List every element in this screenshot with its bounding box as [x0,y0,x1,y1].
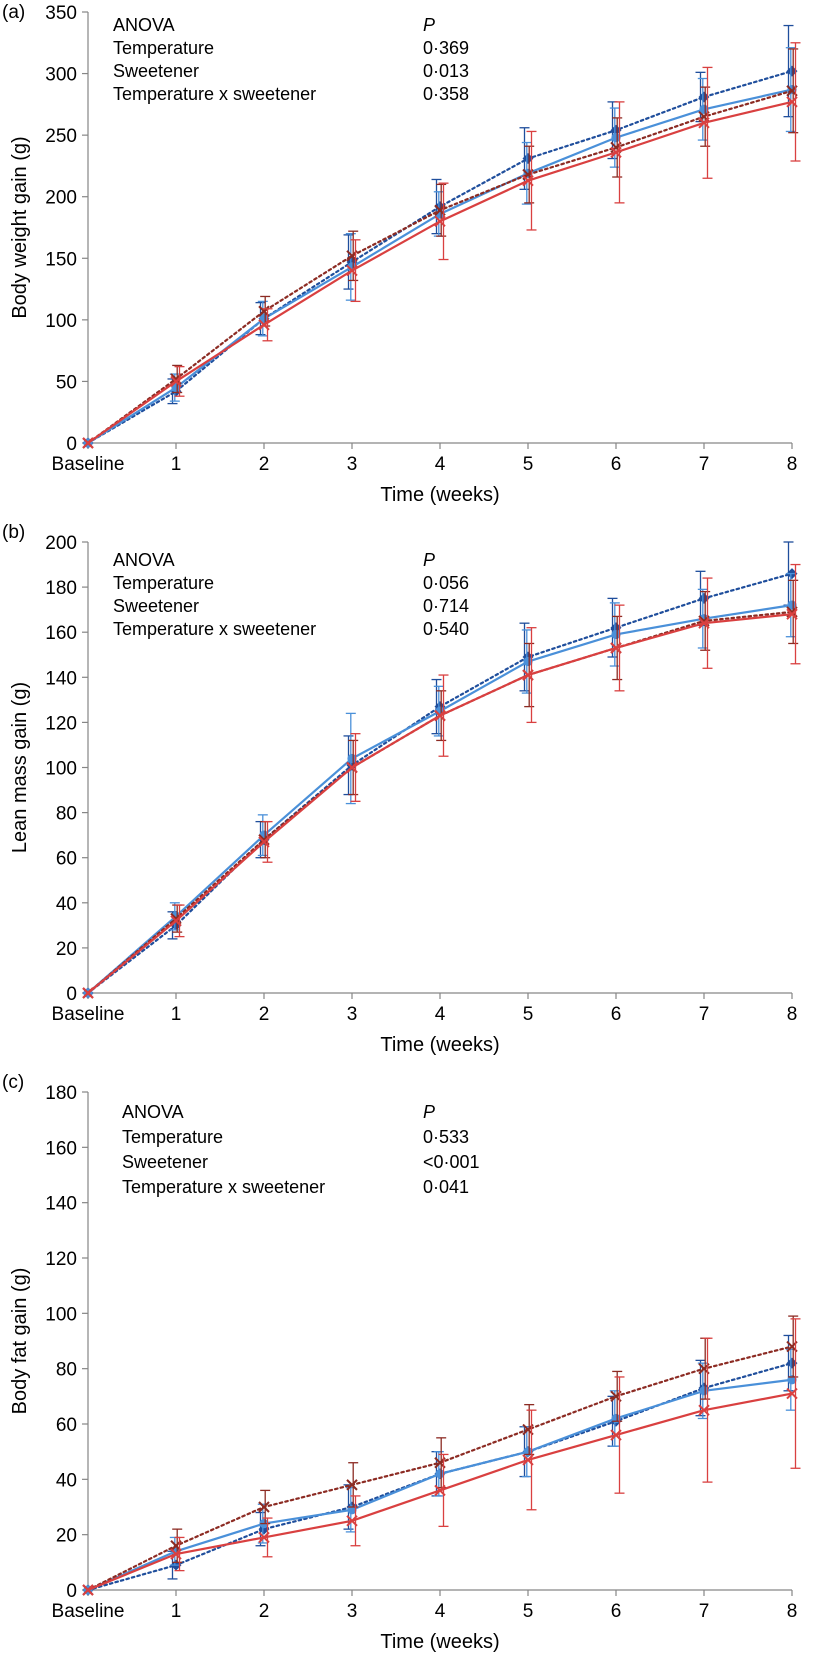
anova-row-label: Temperature x sweetener [113,84,317,104]
x-tick-label: 5 [522,454,534,475]
y-tick-label: 350 [45,3,77,24]
x-tick-label: 2 [258,1601,270,1622]
series-line [88,1347,792,1590]
anova-row-label: Sweetener [113,61,200,81]
x-axis-title: Time (weeks) [380,484,500,506]
anova-row-label: Temperature [113,38,215,58]
y-tick-label: 0 [66,984,77,1005]
panel-c-svg [0,1070,835,1665]
anova-row-value: 0·540 [423,619,470,639]
x-tick-label: 2 [258,1004,270,1025]
y-tick-label: 120 [45,1249,77,1270]
panel-a-label: (a) [2,2,26,23]
panel-b [0,520,835,1070]
y-tick-label: 100 [45,1304,77,1326]
y-tick-label: 60 [55,1415,77,1436]
x-tick-label: 1 [170,454,182,475]
x-tick-label: 2 [258,454,270,475]
y-tick-label: 0 [66,1581,77,1602]
y-tick-label: 140 [45,668,77,690]
x-tick-label: 5 [522,1601,534,1622]
panel-a-chart [0,0,835,510]
x-tick-label: 3 [346,1601,358,1622]
y-tick-label: 100 [45,310,77,332]
anova-row-value: <0·001 [423,1152,480,1172]
anova-header: ANOVA [113,15,175,35]
anova-row-value: 0·714 [423,596,470,616]
y-axis-title: Body fat gain (g) [9,1267,31,1415]
anova-row-value: 0·056 [423,573,470,593]
anova-row-value: 0·369 [423,38,470,58]
anova-row-value: 0·013 [423,61,470,81]
anova-row-value: 0·041 [423,1177,470,1197]
x-tick-label: 3 [346,1004,358,1025]
panel-b-chart [0,520,835,1060]
panel-c-label: (c) [2,1072,25,1093]
anova-row-label: Temperature x sweetener [122,1177,326,1197]
x-axis-title: Time (weeks) [380,1631,500,1653]
anova-row-label: Temperature [113,573,215,593]
x-tick-label: 1 [170,1004,182,1025]
x-tick-label: Baseline [51,454,125,475]
anova-row-label: Sweetener [113,596,200,616]
series-line [88,91,792,443]
x-tick-label: 4 [434,1004,446,1025]
series-line [88,71,792,443]
panel-a [0,0,835,520]
p-header: P [423,15,436,35]
y-tick-label: 120 [45,713,77,735]
y-tick-label: 80 [55,1359,77,1381]
x-tick-label: 4 [434,1601,446,1622]
y-tick-label: 50 [55,372,77,394]
panel-c-chart [0,1070,835,1665]
x-tick-label: 6 [610,1601,622,1622]
p-header: P [423,1102,436,1122]
y-tick-label: 160 [45,623,77,645]
anova-row-label: Sweetener [122,1152,209,1172]
series-line [88,90,792,443]
series-line [88,102,792,443]
anova-row-value: 0·358 [423,84,470,104]
panel-b-label: (b) [2,522,26,543]
y-tick-label: 80 [55,803,77,825]
y-tick-label: 200 [45,187,77,209]
y-tick-label: 180 [45,578,77,600]
panel-b-svg [0,520,835,1060]
x-tick-label: 7 [698,454,710,475]
y-tick-label: 300 [45,64,77,86]
y-tick-label: 180 [45,1083,77,1104]
y-tick-label: 100 [45,758,77,780]
y-tick-label: 40 [55,893,77,915]
x-tick-label: 6 [610,1004,622,1025]
x-tick-label: 8 [786,1004,798,1025]
series-line [88,605,792,993]
p-header: P [423,550,436,570]
y-axis-title: Lean mass gain (g) [9,681,31,854]
y-tick-label: 20 [55,1525,77,1547]
panel-a-svg [0,0,835,510]
anova-row-label: Temperature [122,1127,224,1147]
x-tick-label: Baseline [51,1004,125,1025]
series-line [88,614,792,993]
x-axis-title: Time (weeks) [380,1034,500,1056]
x-tick-label: 7 [698,1004,710,1025]
x-tick-label: Baseline [51,1601,125,1622]
y-tick-label: 200 [45,533,77,554]
x-tick-label: 7 [698,1601,710,1622]
series-line [88,612,792,993]
anova-header: ANOVA [122,1102,184,1122]
x-tick-label: 4 [434,454,446,475]
y-tick-label: 40 [55,1470,77,1492]
anova-row-value: 0·533 [423,1127,470,1147]
anova-header: ANOVA [113,550,175,570]
y-tick-label: 60 [55,848,77,870]
x-tick-label: 8 [786,1601,798,1622]
x-tick-label: 1 [170,1601,182,1622]
panel-c [0,1070,835,1667]
y-tick-label: 0 [66,434,77,455]
x-tick-label: 6 [610,454,622,475]
x-tick-label: 3 [346,454,358,475]
anova-row-label: Temperature x sweetener [113,619,317,639]
y-axis-title: Body weight gain (g) [9,136,31,319]
x-tick-label: 8 [786,454,798,475]
x-tick-label: 5 [522,1004,534,1025]
y-tick-label: 140 [45,1193,77,1215]
y-tick-label: 150 [45,249,77,271]
y-tick-label: 160 [45,1138,77,1160]
y-tick-label: 20 [55,938,77,960]
y-tick-label: 250 [45,126,77,148]
